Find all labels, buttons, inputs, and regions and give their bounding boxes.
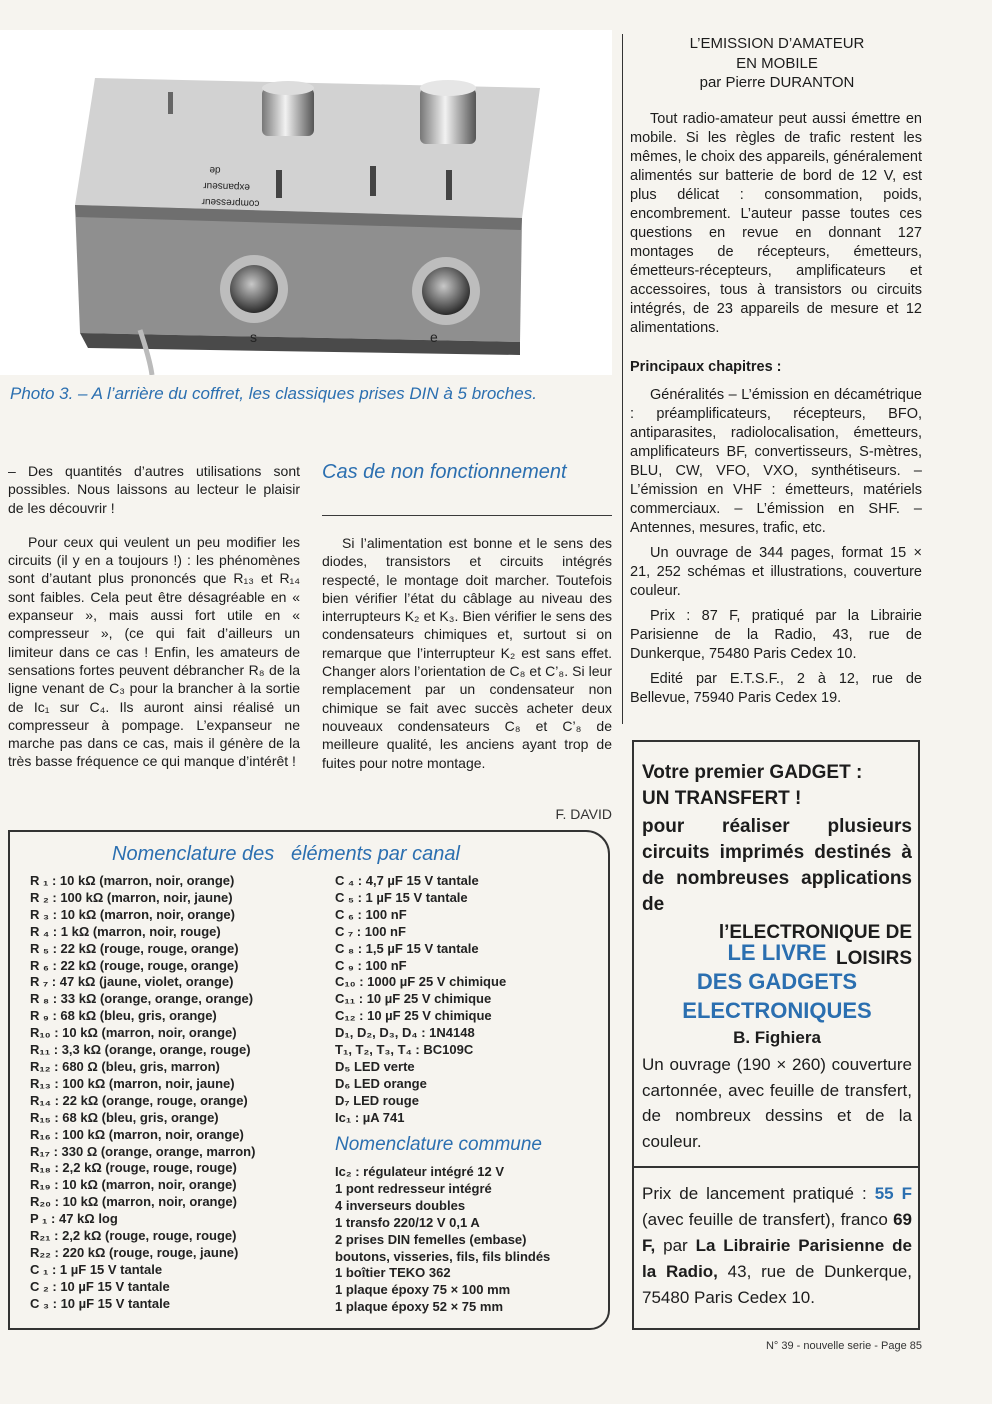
- chapters-heading: Principaux chapitres :: [630, 359, 782, 375]
- ad-book-title: [642, 938, 912, 1025]
- price-text-a: Prix de lancement pratiqué :: [642, 1184, 875, 1203]
- component-line: R₂₀ : 10 kΩ (marron, noir, orange): [30, 1194, 237, 1210]
- component-line: R ₂ : 100 kΩ (marron, noir, jaune): [30, 889, 233, 905]
- component-line: R₁₆ : 100 kΩ (marron, noir, orange): [30, 1126, 244, 1142]
- left-paragraph-1: – Des quantités d’autres utilisations sont possibles. Nous laissons au lecteur le plaisir de les découvrir !: [8, 463, 300, 516]
- price-franco: 69 F,: [642, 1210, 912, 1255]
- component-line: R₂₁ : 2,2 kΩ (rouge, rouge, rouge): [30, 1228, 237, 1244]
- ad-publisher: l’ELECTRONIQUE DE LOISIRS: [718, 922, 912, 969]
- price-shop: La Librairie Parisienne de la Radio,: [642, 1236, 912, 1281]
- component-line: C₁₀ : 1000 µF 25 V chimique: [335, 974, 507, 990]
- ad-description: Un ouvrage (190 × 260) couverture cartonnée, avec feuille de transfert, de nombreux dessins et de la couleur.: [642, 1055, 912, 1151]
- component-line: R₁₂ : 680 Ω (bleu, gris, marron): [30, 1058, 220, 1074]
- ad-price: [642, 1181, 912, 1311]
- component-line: C ₄ : 4,7 µF 15 V tantale: [335, 873, 479, 888]
- component-line: R₁₃ : 100 kΩ (marron, noir, jaune): [30, 1075, 235, 1091]
- price-value: 55 F: [874, 1184, 912, 1203]
- nomenclature-left-list: [30, 873, 330, 1313]
- title-line-3: par Pierre DURANTON: [699, 74, 855, 91]
- heading-rule: [322, 515, 612, 516]
- component-line: R₁₉ : 10 kΩ (marron, noir, orange): [30, 1177, 237, 1193]
- component-line: R ₄ : 1 kΩ (marron, noir, rouge): [30, 923, 221, 939]
- component-line: C ₈ : 1,5 µF 15 V tantale: [335, 940, 479, 956]
- component-line: C ₃ : 10 µF 15 V tantale: [30, 1295, 170, 1311]
- troubleshooting-paragraph: Si l’alimentation est bonne et le sens des diodes, transistors et circuits intégrés respecté, le montage doit marcher. Toutefois bien vérifier l’état du câblage au niveau des interrupteurs K₂ et K₃. Bien vérifier le sens des condensateurs chimiques et, surtout si on remarque que l’interrupteur K₂ est sans effet. Changer alors l’orientation de C₈ et C’₈. Si leur remplacement par un condensateur non chimique se fait avec succès acheter deux nouveaux condensateurs C₈ et C’₈ de meilleure qualité, les anciens ayant trop de fuites pour notre montage.: [322, 535, 612, 771]
- title-line-1: L’EMISSION D’AMATEUR: [689, 35, 865, 52]
- component-line: C ₉ : 100 nF: [335, 957, 407, 973]
- component-line: C ₁ : 1 µF 15 V tantale: [30, 1261, 163, 1277]
- component-line: R₁₈ : 2,2 kΩ (rouge, rouge, rouge): [30, 1160, 237, 1176]
- component-line: D₆ LED orange: [335, 1075, 427, 1091]
- ad-separator: [632, 1166, 920, 1168]
- middle-column: [322, 534, 612, 772]
- panel-label-de: de: [209, 164, 221, 176]
- title-line-2: EN MOBILE: [736, 54, 818, 72]
- price-text-c: par: [655, 1236, 696, 1255]
- book-title-line-1: LE LIVRE: [727, 940, 827, 965]
- left-paragraph-2: Pour ceux qui veulent un peu modifier les circuits (il y en a toujours !) : les phénomènes sont d’autant plus prononcés que R₁₃ et R₁₄ sont faibles. Cela peut être désagréable en « expanseur », mais aussi fort utile en « compresseur », (ce qui fait d’ailleurs un limiteur dans ce cas ! Enfin, les amateurs de sensations fortes peuvent débrancher R₈ de la ligne venant de C₃ pour la brancher à la sortie de Ic₁ sur C₄. Ils auront ainsi réalisé un compresseur à pompage. L’expanseur ne marche pas dans ce cas, mais il génère de la très basse fréquence ce qui manque d’intérêt !: [8, 533, 300, 770]
- component-line: 2 prises DIN femelles (embase): [335, 1231, 527, 1247]
- book-title-line-3: ELECTRONIQUES: [682, 998, 872, 1023]
- component-line: Ic₂ : régulateur intégré 12 V: [335, 1164, 505, 1179]
- author-signature: F. DAVID: [555, 806, 612, 822]
- component-line: C ₇ : 100 nF: [335, 923, 406, 939]
- component-line: Ic₁ : µA 741: [335, 1109, 405, 1125]
- component-line: C₁₁ : 10 µF 25 V chimique: [335, 991, 492, 1007]
- component-line: R₁₄ : 22 kΩ (orange, rouge, orange): [30, 1092, 248, 1108]
- publisher-paragraph: Edité par E.T.S.F., 2 à 12, rue de Bellevue, 75940 Paris Cedex 19.: [630, 671, 922, 706]
- component-line: C ₆ : 100 nF: [335, 906, 407, 922]
- common-nomenclature-list: [335, 1164, 605, 1316]
- price-paragraph: Prix : 87 F, pratiqué par la Librairie Parisienne de la Radio, 43, rue de Dunkerque, 75480 Paris Cedex 10.: [630, 608, 922, 662]
- component-line: R ₉ : 68 kΩ (bleu, gris, orange): [30, 1008, 217, 1024]
- photo-caption: Photo 3. – A l’arrière du coffret, les classiques prises DIN à 5 broches.: [10, 384, 537, 403]
- nomenclature-title: Nomenclature des éléments par canal: [112, 843, 460, 865]
- component-line: R₂₂ : 220 kΩ (rouge, rouge, jaune): [30, 1244, 239, 1260]
- intro-paragraph: Tout radio-amateur peut aussi émettre en mobile. Si les règles de trafic restent les mêmes, le choix des appareils, généralement alimentés sur batterie de bord de 12 V, est plus délicat : consommation, poids, encombrement. L’auteur passe toutes ces questions en revue en donnant 127 montages de récepteurs, émetteurs, émetteurs-récepteurs, amplificateurs et accessoires, tous à transistors ou circuits intégrés, de 23 appareils de mesure et 12 alimentations.: [630, 111, 922, 336]
- component-line: 1 plaque époxy 52 × 75 mm: [335, 1299, 503, 1315]
- common-nomenclature-title: Nomenclature commune: [335, 1134, 542, 1155]
- format-paragraph: Un ouvrage de 344 pages, format 15 × 21, 252 schémas et illustrations, couverture couleur.: [630, 545, 922, 599]
- ad-author: B. Fighiera: [733, 1028, 821, 1047]
- ad-headline-1: Votre premier GADGET :: [642, 762, 863, 783]
- panel-label-expanseur: expanseur: [203, 179, 251, 193]
- device-photo: [0, 30, 612, 375]
- component-line: R ₃ : 10 kΩ (marron, noir, orange): [30, 906, 235, 922]
- component-line: R ₅ : 22 kΩ (rouge, rouge, orange): [30, 940, 239, 956]
- component-line: D₅ LED verte: [335, 1058, 415, 1074]
- component-line: D₇ LED rouge: [335, 1092, 419, 1108]
- ad-headline-2: UN TRANSFERT !: [642, 788, 802, 809]
- component-line: R ₆ : 22 kΩ (rouge, rouge, orange): [30, 957, 239, 973]
- component-line: C₁₂ : 10 µF 25 V chimique: [335, 1008, 492, 1024]
- price-text-d: 43, rue de Dunkerque, 75480 Paris Cedex 10.: [642, 1262, 912, 1307]
- component-line: T₁, T₂, T₃, T₄ : BC109C: [335, 1042, 474, 1058]
- component-line: 1 transfo 220/12 V 0,1 A: [335, 1214, 480, 1230]
- component-line: boutons, visseries, fils, fils blindés: [335, 1248, 551, 1264]
- component-line: D₁, D₂, D₃, D₄ : 1N4148: [335, 1025, 475, 1041]
- component-line: R₁₇ : 330 Ω (orange, orange, marron): [30, 1143, 256, 1159]
- jack-label-e: e: [430, 329, 438, 345]
- component-line: C ₂ : 10 µF 15 V tantale: [30, 1278, 170, 1294]
- panel-label-compresseur: compresseur: [201, 195, 260, 209]
- component-line: R₁₅ : 68 kΩ (bleu, gris, orange): [30, 1109, 219, 1125]
- ad-text: pour réaliser plusieurs circuits imprimés destinés à de nombreuses applications de: [642, 816, 912, 915]
- price-text-b: (avec feuille de transfert), franco: [642, 1210, 894, 1229]
- chapters-paragraph: Généralités – L’émission en décamétrique : préamplificateurs, récepteurs, BFO, antiparasites, radiolocalisation, émetteurs, amplificateurs BF, convertisseurs, S-mètres, BLU, CW, VFO, VXO, synthétiseurs. – L’émission en VHF : émetteurs, matériels commerciaux. – L’émission en SHF. – Antennes, mesures, trafic, etc.: [630, 387, 922, 536]
- component-line: R ₈ : 33 kΩ (orange, orange, orange): [30, 991, 254, 1007]
- left-column: [8, 462, 300, 771]
- component-line: 1 boîtier TEKO 362: [335, 1265, 451, 1281]
- book-review-intro: [630, 110, 922, 338]
- component-line: 1 pont redresseur intégré: [335, 1180, 492, 1196]
- component-line: R ₁ : 10 kΩ (marron, noir, orange): [30, 873, 235, 888]
- photo-illustration: [0, 30, 612, 375]
- book-title-line-2: DES GADGETS: [696, 969, 858, 994]
- component-line: R₁₁ : 3,3 kΩ (orange, orange, rouge): [30, 1042, 251, 1058]
- jack-label-s: s: [250, 329, 257, 345]
- book-review-title: [632, 34, 922, 93]
- component-line: 1 plaque époxy 75 × 100 mm: [335, 1282, 511, 1298]
- column-divider: [622, 34, 623, 724]
- troubleshooting-heading: Cas de non fonctionnement: [322, 461, 567, 483]
- page-footer: N° 39 - nouvelle serie - Page 85: [765, 1340, 922, 1352]
- component-line: 4 inverseurs doubles: [335, 1197, 466, 1213]
- nomenclature-right-list: [335, 873, 605, 1127]
- component-line: C ₅ : 1 µF 15 V tantale: [335, 889, 468, 905]
- component-line: R ₇ : 47 kΩ (jaune, violet, orange): [30, 974, 234, 990]
- component-line: P ₁ : 47 kΩ log: [30, 1211, 118, 1227]
- component-line: R₁₀ : 10 kΩ (marron, noir, orange): [30, 1025, 237, 1041]
- chapters-list: [630, 386, 922, 708]
